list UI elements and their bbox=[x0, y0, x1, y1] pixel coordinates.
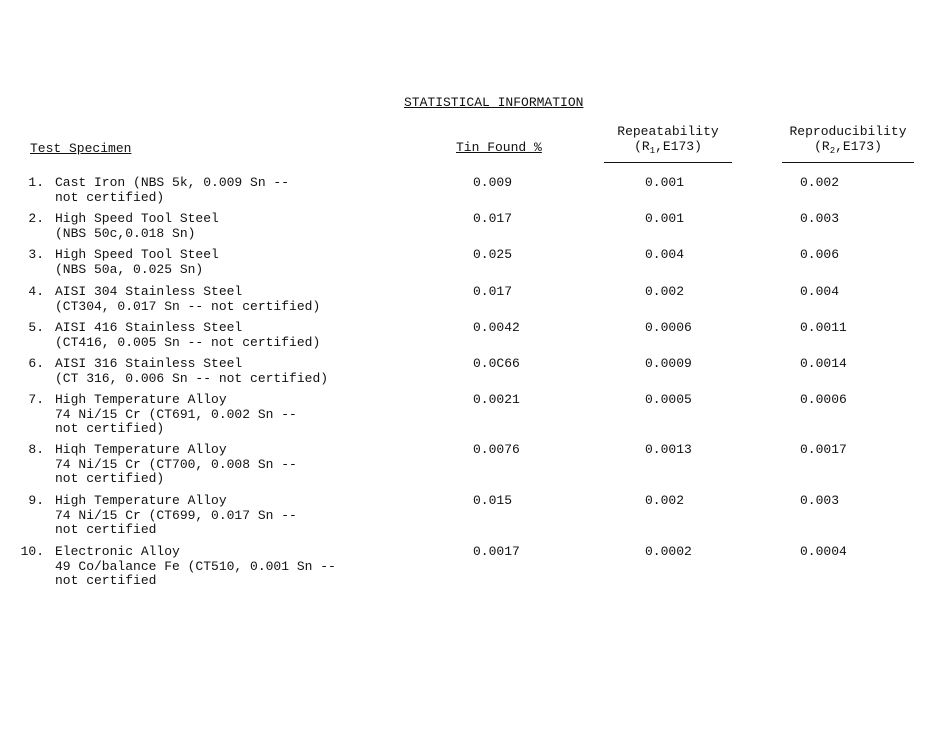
reproducibility-value: 0.0006 bbox=[800, 392, 847, 407]
header-reproducibility-label: Reproducibility bbox=[789, 124, 907, 139]
header-repeatability-label: Repeatability bbox=[617, 124, 719, 139]
repeatability-value: 0.0013 bbox=[645, 442, 692, 457]
tin-found-value: 0.025 bbox=[473, 247, 513, 262]
specimen-description: Electronic Alloy 49 Co/balance Fe (CT510, 0.001 Sn -- not certified bbox=[55, 544, 336, 588]
specimen-description: High Speed Tool Steel (NBS 50a, 0.025 Sn) bbox=[55, 247, 219, 277]
row-number: 8. bbox=[28, 442, 44, 457]
page-title: STATISTICAL INFORMATION bbox=[404, 95, 584, 110]
header-reproducibility bbox=[782, 124, 914, 163]
tin-found-value: 0.0021 bbox=[473, 392, 520, 407]
reproducibility-value: 0.004 bbox=[800, 284, 840, 299]
tin-found-value: 0.017 bbox=[473, 284, 513, 299]
row-number: 10. bbox=[20, 544, 44, 559]
header-repeatability-symbol: $(R_1,E173)$ bbox=[634, 139, 702, 156]
reproducibility-value: 0.0017 bbox=[800, 442, 847, 457]
tin-found-value: 0.0C66 bbox=[473, 356, 520, 371]
header-tin-found: Tin Found % bbox=[456, 140, 542, 155]
specimen-description: AISI 304 Stainless Steel (CT304, 0.017 Sn -- not certified) bbox=[55, 284, 321, 314]
specimen-description: High Temperature Alloy 74 Ni/15 Cr (CT691, 0.002 Sn -- not certified) bbox=[55, 392, 297, 436]
row-number: 6. bbox=[28, 356, 44, 371]
reproducibility-value: 0.0014 bbox=[800, 356, 847, 371]
repeatability-value: 0.0009 bbox=[645, 356, 692, 371]
specimen-description: AISI 316 Stainless Steel (CT 316, 0.006 Sn -- not certified) bbox=[55, 356, 329, 386]
tin-found-value: 0.0017 bbox=[473, 544, 520, 559]
repeatability-value: 0.004 bbox=[645, 247, 685, 262]
specimen-description: High Speed Tool Steel (NBS 50c,0.018 Sn) bbox=[55, 211, 219, 241]
repeatability-value: 0.002 bbox=[645, 284, 685, 299]
tin-found-value: 0.0076 bbox=[473, 442, 520, 457]
row-number: 3. bbox=[28, 247, 44, 262]
repeatability-value: 0.0002 bbox=[645, 544, 692, 559]
header-reproducibility-symbol: $(R_2,E173)$ bbox=[814, 139, 882, 156]
repeatability-value: 0.002 bbox=[645, 493, 685, 508]
specimen-description: Hiqh Temperature Alloy 74 Ni/15 Cr (CT700, 0.008 Sn -- not certified) bbox=[55, 442, 297, 486]
reproducibility-value: 0.0011 bbox=[800, 320, 847, 335]
specimen-description: Cast Iron (NBS 5k, 0.009 Sn -- not certified) bbox=[55, 175, 290, 205]
reproducibility-value: 0.003 bbox=[800, 211, 840, 226]
row-number: 1. bbox=[28, 175, 44, 190]
reproducibility-value: 0.003 bbox=[800, 493, 840, 508]
specimen-description: High Temperature Alloy 74 Ni/15 Cr (CT699, 0.017 Sn -- not certified bbox=[55, 493, 297, 537]
row-number: 9. bbox=[28, 493, 44, 508]
reproducibility-value: 0.0004 bbox=[800, 544, 847, 559]
row-number: 7. bbox=[28, 392, 44, 407]
specimen-description: AISI 416 Stainless Steel (CT416, 0.005 Sn -- not certified) bbox=[55, 320, 321, 350]
header-repeatability bbox=[604, 124, 732, 163]
tin-found-value: 0.0042 bbox=[473, 320, 520, 335]
repeatability-value: 0.001 bbox=[645, 175, 685, 190]
reproducibility-value: 0.006 bbox=[800, 247, 840, 262]
row-number: 4. bbox=[28, 284, 44, 299]
tin-found-value: 0.017 bbox=[473, 211, 513, 226]
header-test-specimen: Test Specimen bbox=[30, 141, 132, 156]
row-number: 2. bbox=[28, 211, 44, 226]
reproducibility-value: 0.002 bbox=[800, 175, 840, 190]
repeatability-value: 0.0006 bbox=[645, 320, 692, 335]
row-number: 5. bbox=[28, 320, 44, 335]
repeatability-value: 0.0005 bbox=[645, 392, 692, 407]
tin-found-value: 0.015 bbox=[473, 493, 513, 508]
tin-found-value: 0.009 bbox=[473, 175, 513, 190]
repeatability-value: 0.001 bbox=[645, 211, 685, 226]
